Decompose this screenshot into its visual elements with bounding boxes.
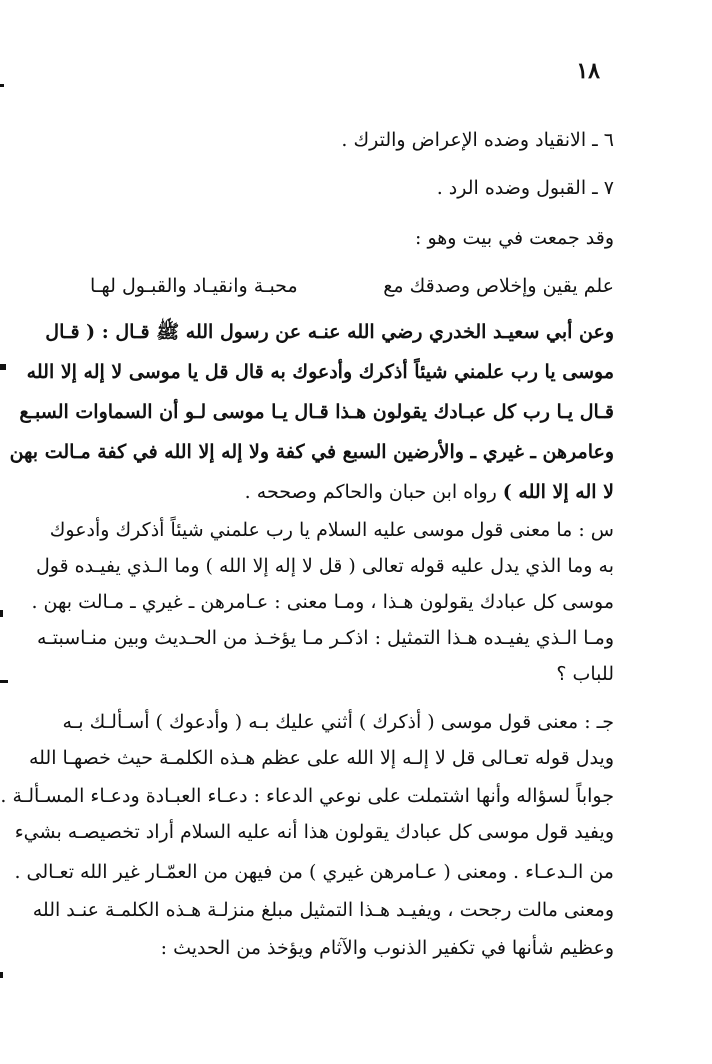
- hadith-last-line: [94, 476, 614, 508]
- question-line: س : ما معنى قول موسى عليه السلام يا رب علمني شيئاً أذكرك وأدعوك: [49, 519, 614, 541]
- list-item: ٧ ـ القبول وضده الرد .: [436, 177, 614, 199]
- question-line: للباب ؟: [556, 663, 614, 685]
- hadith-line: وعامرهن ـ غيري ـ والأرضين السبع في كفة ولا إله إلا الله في كفة مـالت بهن: [9, 441, 614, 463]
- answer-line: من الـدعـاء . ومعنى ( عـامرهن غيري ) من فيهن من العمّـار غير الله تعـالى .: [14, 861, 614, 883]
- answer-line: وعظيم شأنها في تكفير الذنوب والآثام ويؤخذ من الحديث :: [160, 937, 614, 959]
- question-line: موسى كل عبادك يقولون هـذا ، ومـا معنى : عـامرهن ـ غيري ـ مـالت بهن .: [31, 591, 614, 613]
- answer-line: جـ : معنى قول موسى ( أذكرك ) أثني عليك بـه ( وأدعوك ) أسـألـك بـه: [62, 711, 614, 733]
- list-item: ٦ ـ الانقياد وضده الإعراض والترك .: [341, 129, 614, 151]
- page-number: ١٨: [576, 58, 600, 84]
- answer-line: جواباً لسؤاله وأنها اشتملت على نوعي الدعاء : دعـاء العبـادة ودعـاء المسـألـة .: [0, 785, 614, 807]
- poem-intro: وقد جمعت في بيت وهو :: [415, 227, 614, 249]
- question-line: به وما الذي يدل عليه قوله تعالى ( قل لا إله إلا الله ) وما الـذي يفيـده قول: [35, 555, 614, 577]
- scan-mark: [0, 972, 3, 978]
- hadith-line: وعن أبي سعيـد الخدري رضي الله عنـه عن رسول الله ﷺ قـال : ( قـال: [45, 321, 614, 343]
- question-line: ومـا الـذي يفيـده هـذا التمثيل : اذكـر مـا يؤخـذ من الحـديث وبين منـاسبتـه: [37, 627, 614, 649]
- answer-line: ومعنى مالت رجحت ، ويفيـد هـذا التمثيل مبلغ منزلـة هـذه الكلمـة عنـد الله: [32, 899, 614, 921]
- scan-mark: [0, 364, 6, 370]
- scan-mark: [0, 610, 3, 617]
- hadith-line: موسى يا رب علمني شيئاً أذكرك وأدعوك به قال قل يا موسى لا إله إلا الله: [26, 361, 614, 383]
- scan-mark: [0, 84, 4, 87]
- scan-mark: [0, 680, 8, 683]
- answer-line: ويدل قوله تعـالى قل لا إلـه إلا الله على عظم هـذه الكلمـة حيث خصهـا الله: [28, 747, 614, 769]
- answer-line: ويفيد قول موسى كل عبادك يقولون هذا أنه عليه السلام أراد تخصيصـه بشيء: [14, 821, 614, 843]
- poem-second-hemistich: محبـة وانقيـاد والقبـول لهـا: [90, 275, 298, 297]
- hadith-line: قـال يـا رب كل عبـادك يقولون هـذا قـال يـا موسى لـو أن السماوات السبـع: [19, 401, 614, 423]
- poem-first-hemistich: علم يقين وإخلاص وصدقك مع: [383, 275, 614, 297]
- hadith-source: رواه ابن حبان والحاكم وصححه .: [244, 481, 503, 503]
- hadith-closing: لا اله إلا الله ): [502, 481, 614, 503]
